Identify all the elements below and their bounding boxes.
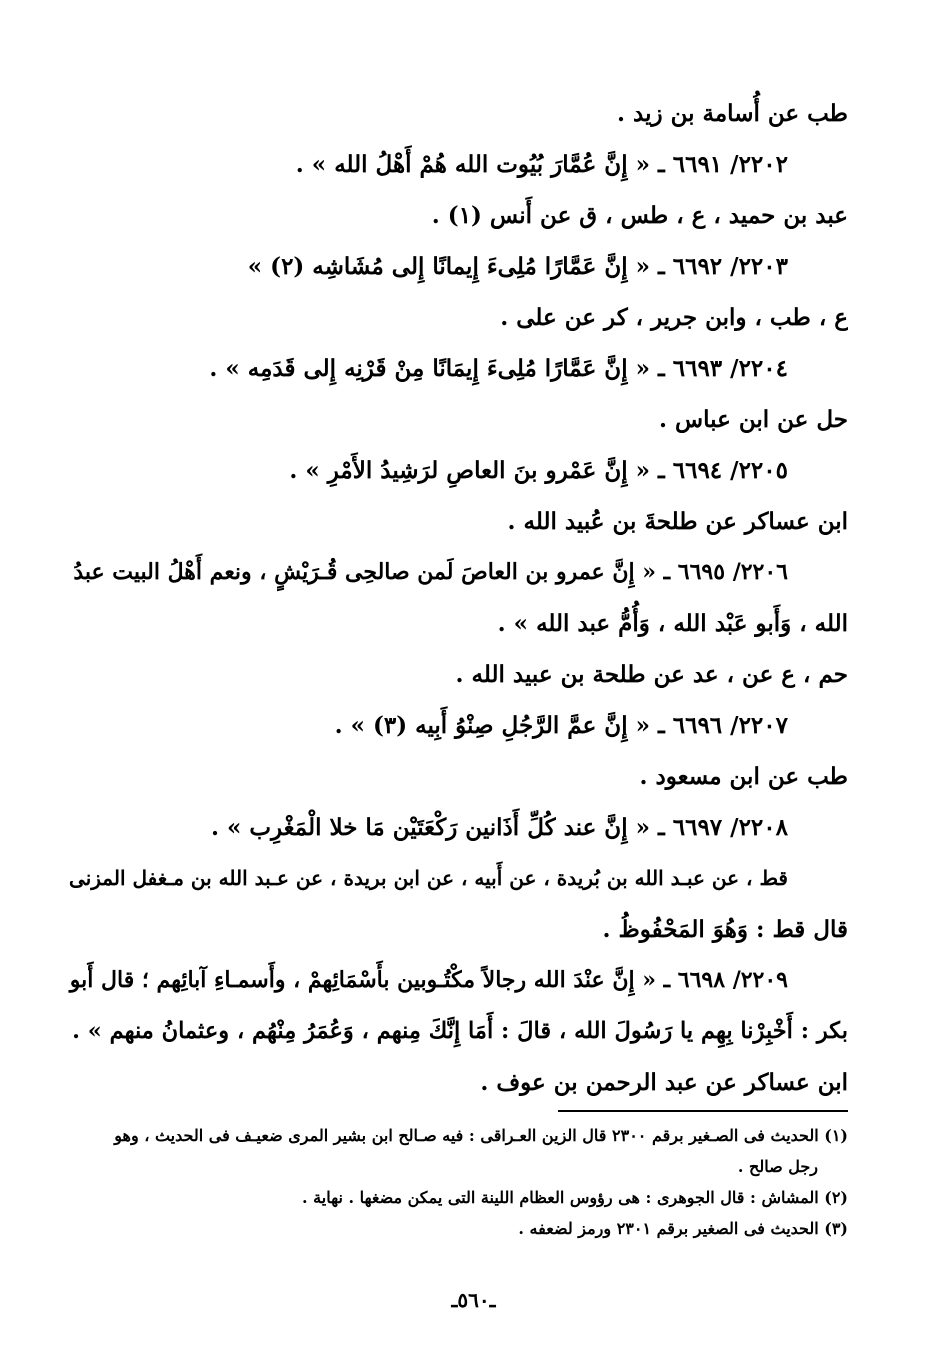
footnote: (٣) الحديث فى الصغير برقم ٢٣٠١ ورمز لضعفه . xyxy=(518,1219,848,1238)
text-line: طب عن أُسامة بن زيد . xyxy=(617,100,848,127)
main-text xyxy=(68,88,848,1108)
text-line: الله ، وَأَبو عَبْد الله ، وَأُمُّ عبد الله » . xyxy=(497,610,848,637)
text-line: عبد بن حميد ، ع ، طس ، ق عن أَنس (١) . xyxy=(431,202,848,229)
footnote: (٢) المشاش : قال الجوهرى : هى رؤوس العظام اللينة التى يمكن مضغها . نهاية . xyxy=(302,1188,848,1207)
footnote: (١) الحديث فى الصـغير برقم ٢٣٠٠ قال الزين العـراقى : فيه صـالح ابن بشير المرى ضعيـف فى الحديث ، وهو xyxy=(114,1126,848,1145)
hadith-line: ٢٢٠٨/ ٦٦٩٧ ـ « إِنَّ عند كُلِّ أَذَانين رَكْعَتَيْن مَا خلا الْمَغْرِب » . xyxy=(210,814,788,841)
hadith-line: ٢٢٠٣/ ٦٦٩٢ ـ « إِنَّ عَمَّارًا مُلِىءَ إِيمانًا إِلى مُشَاشِه (٢) » xyxy=(247,253,788,280)
footnote-divider xyxy=(558,1110,848,1112)
text-line: قال قط : وَهُوَ المَحْفُوظُ . xyxy=(602,916,848,943)
text-line: ابن عساكر عن عبد الرحمن بن عوف . xyxy=(480,1069,848,1096)
text-line: طب عن ابن مسعود . xyxy=(639,763,848,790)
hadith-line: ٢٢٠٩/ ٦٦٩٨ ـ « إِنَّ عنْدَ الله رجالاً مكْتُـوبين بأَسْمَائِهمْ ، وأَسمـاءِ آبائِهم ؛ قال أَبو xyxy=(69,967,788,993)
footnote-continuation: رجل صالح . xyxy=(737,1157,818,1176)
page-number: ـ٥٦٠ـ xyxy=(451,1288,496,1312)
text-line: بكر : أَخْبِرْنا بِهِم يا رَسُولَ الله ، قالَ : أَمَا إِنَّكَ مِنهم ، وَعُمَرُ مِنْهُم ، وعثمانُ منهم » . xyxy=(72,1018,848,1044)
text-line: قط ، عن عبـد الله بن بُريدة ، عن أَبيه ، عن ابن بريدة ، عن عـبد الله بن مـغفل المزنى xyxy=(69,866,788,890)
hadith-line: ٢٢٠٧/ ٦٦٩٦ ـ « إِنَّ عمَّ الرَّجُلِ صِنْوُ أَبِيه (٣) » . xyxy=(334,712,788,739)
text-line: حل عن ابن عباس . xyxy=(659,406,848,433)
hadith-line: ٢٢٠٥/ ٦٦٩٤ ـ « إِنَّ عَمْرو بنَ العاصِ لرَشِيدُ الأَمْرِ » . xyxy=(289,457,788,484)
text-line: ع ، طب ، وابن جرير ، كر عن على . xyxy=(500,304,848,331)
hadith-line: ٢٢٠٤/ ٦٦٩٣ ـ « إِنَّ عَمَّارًا مُلِىءَ إِيمَانًا مِنْ قَرْنِه إِلى قَدَمِه » . xyxy=(209,355,788,382)
text-line: حم ، ع عن ، عد عن طلحة بن عبيد الله . xyxy=(455,661,848,688)
footnotes xyxy=(80,1120,848,1244)
hadith-line: ٢٢٠٦/ ٦٦٩٥ ـ « إِنَّ عمرو بن العاصَ لَمن صالحِى قُـرَيْشٍ ، ونعم أَهْلُ البيت عبدُ xyxy=(73,559,788,585)
hadith-line: ٢٢٠٢/ ٦٦٩١ ـ « إِنَّ عُمَّارَ بُيُوت الله هُمْ أَهْلُ الله » . xyxy=(295,151,788,178)
text-line: ابن عساكر عن طلحةَ بن عُبيد الله . xyxy=(507,508,848,535)
